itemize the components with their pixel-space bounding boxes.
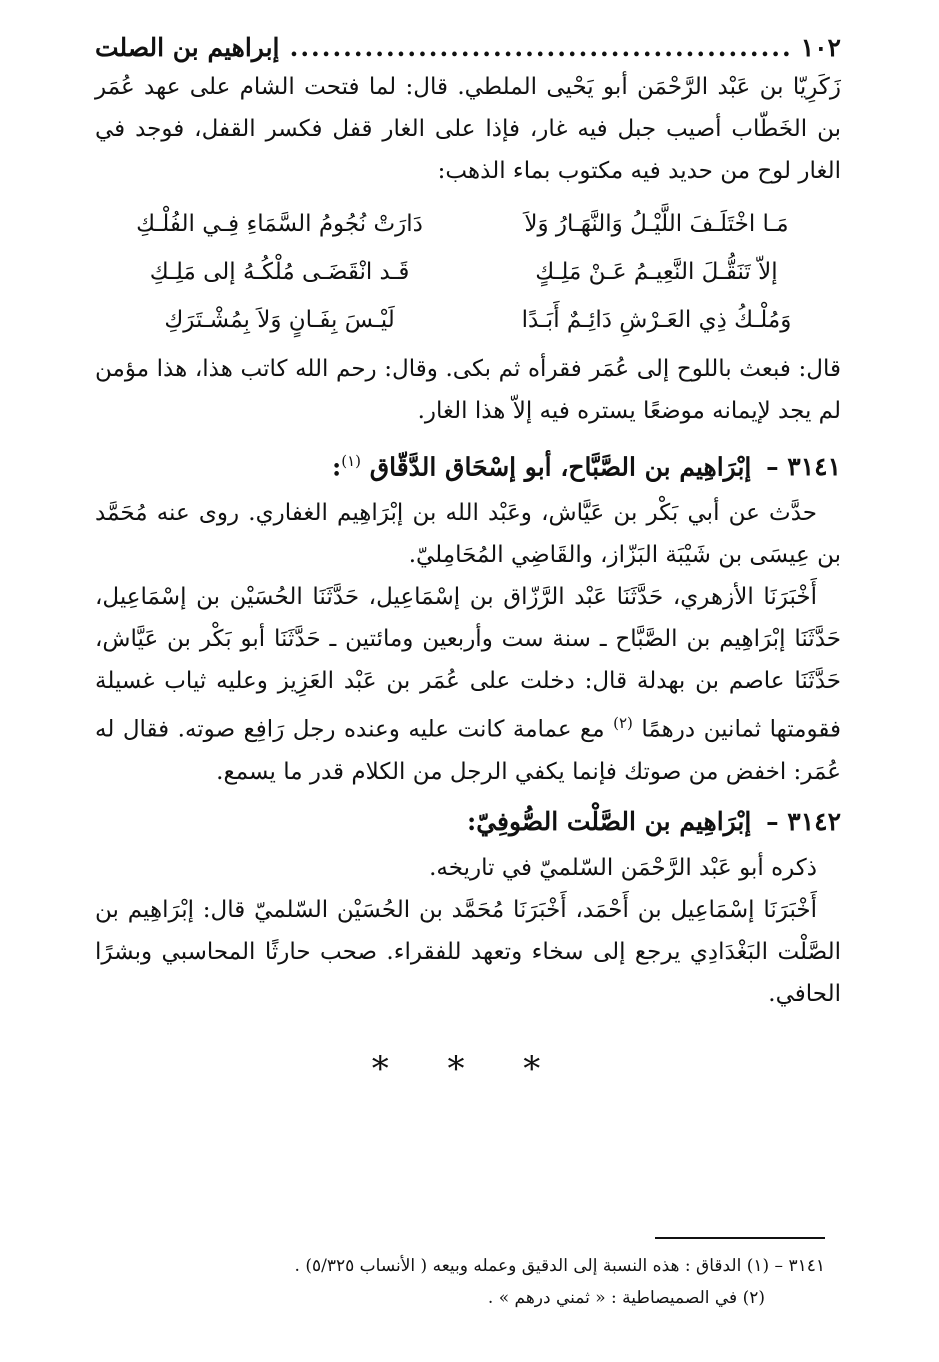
- entry-3142-paragraph: ذكره أبو عَبْد الرَّحْمَن السّلميّ في تاريخه.: [429, 854, 817, 881]
- narration-text: أَخْبَرَنَا الأزهري، حَدَّثَنَا عَبْد الرَّزّاق بن إسْمَاعِيل، حَدَّثَنَا الحُسَيْن بن إسْمَاعِيل، حَدَّثَنَا إبْرَاهِيم بن الصَّبَّاح ـ سنة ست وأربعين ومائتين ـ حَدَّثَنَا أبو بَكْر بن عَيَّاش، حَدَّثَنَا عاصم بن بهدلة قال: دخلت على عُمَر بن عَبْد العَزِيز وعليه ثياب غسيلة فقومتها ثمانين درهمًا: [95, 584, 842, 743]
- entry-3142-narration: أَخْبَرَنَا إسْمَاعِيل بن أَحْمَد، أَخْبَرَنَا مُحَمَّد بن الحُسَيْن السّلميّ قال: إبْرَاهِيم بن الصَّلْت البَغْدَادِي يرجع إلى سخاء وتعهد للفقراء. صحب حارثًا المحاسبي وبشرًا الحافي.: [95, 896, 841, 1007]
- footnote-ref[interactable]: (١): [341, 452, 361, 470]
- header-leader-dots: [287, 30, 792, 66]
- paragraph-intro: زَكَرِيّا بن عَبْد الرَّحْمَن أبو يَحْيى الملطي. قال: لما فتحت الشام على عهد عُمَر بن الخَطّاب أصيب جبل فيه غار، فإذا على الغار قفل فكسر القفل، فوجد في الغار لوح من حديد فيه مكتوب بماء الذهب:: [95, 74, 841, 184]
- entry-heading-3142: [95, 799, 841, 845]
- entry-number: ٣١٤٢ –: [766, 806, 841, 836]
- entry-title: إبْرَاهِيم بن الصَّلْت الصُّوفِيّ: [476, 806, 752, 836]
- verse-first-hemistich: مَـا اخْتَلَـفَ اللَّيْـلُ وَالنَّهَـارُ وَلاَ: [524, 211, 789, 237]
- verse-first-hemistich: وَمُلْـكُ ذِي العَـرْشِ دَائِـمٌ أَبَـدًا: [521, 307, 792, 333]
- entry-heading-3141: [95, 438, 841, 490]
- footnote-1: ٣١٤١ – (١) الدقاق : هذه النسبة إلى الدقيق وعمله وبيعه ( الأنساب ٥/٣٢٥) .: [294, 1256, 825, 1276]
- poem-verse: [95, 296, 841, 344]
- poem-verse: [95, 200, 841, 248]
- footnotes: [95, 1250, 825, 1314]
- poem-verse: [95, 248, 841, 296]
- section-separator: * * *: [371, 1048, 565, 1089]
- heading-colon: :: [466, 806, 477, 836]
- entry-3141-paragraph: حدَّث عن أبي بَكْر بن عَيَّاش، وعَبْد الله بن إبْرَاهِيم الغفاري. روى عنه مُحَمَّد بن عِيسَى بن شَيْبَة البَزّاز، والقَاضِي المُحَامِليّ.: [95, 500, 841, 569]
- verse-second-hemistich: قَـد انْقَضَـى مُلْكُـهُ إلى مَلِـكِ: [149, 259, 410, 285]
- entry-number: ٣١٤١ –: [766, 452, 841, 482]
- page-body: [95, 30, 841, 1089]
- poem: [95, 200, 841, 344]
- entry-3141-narration: [95, 576, 841, 793]
- footnote-divider: [655, 1237, 825, 1239]
- verse-first-hemistich: إلاّ تَنَقُّـلَ النَّعِيـمُ عَـنْ مَلِـكٍ: [535, 259, 778, 285]
- narration-text: مع عمامة كانت عليه وعنده رجل رَافِع صوته. فقال له عُمَر: اخفض من صوتك فإنما يكفي الرجل من الكلام قدر ما يسمع.: [95, 716, 841, 785]
- entry-title: إبْرَاهِيم بن الصَّبَّاح، أبو إسْحَاق الدَّقّاق: [369, 452, 752, 482]
- footnote-ref[interactable]: (٢): [613, 714, 633, 733]
- heading-colon: :: [331, 452, 342, 482]
- footnote-2: (٢) في الصميصاطية : « ثمني درهم » .: [487, 1288, 765, 1308]
- running-header: [95, 30, 841, 66]
- verse-second-hemistich: لَيْـسَ بِفَـانٍ وَلاَ بِمُشْـتَرَكِ: [164, 307, 395, 333]
- running-title: إبراهيم بن الصلت: [95, 33, 280, 62]
- page-number: ١٠٢: [800, 33, 841, 62]
- paragraph-conclusion: قال: فبعث باللوح إلى عُمَر فقرأه ثم بكى. وقال: رحم الله كاتب هذا، هذا مؤمن لم يجد لإيمانه موضعًا يستره فيه إلاّ هذا الغار.: [95, 356, 841, 424]
- verse-second-hemistich: دَارَتْ نُجُومُ السَّمَاءِ فِـي الفُلْـكِ: [136, 211, 423, 237]
